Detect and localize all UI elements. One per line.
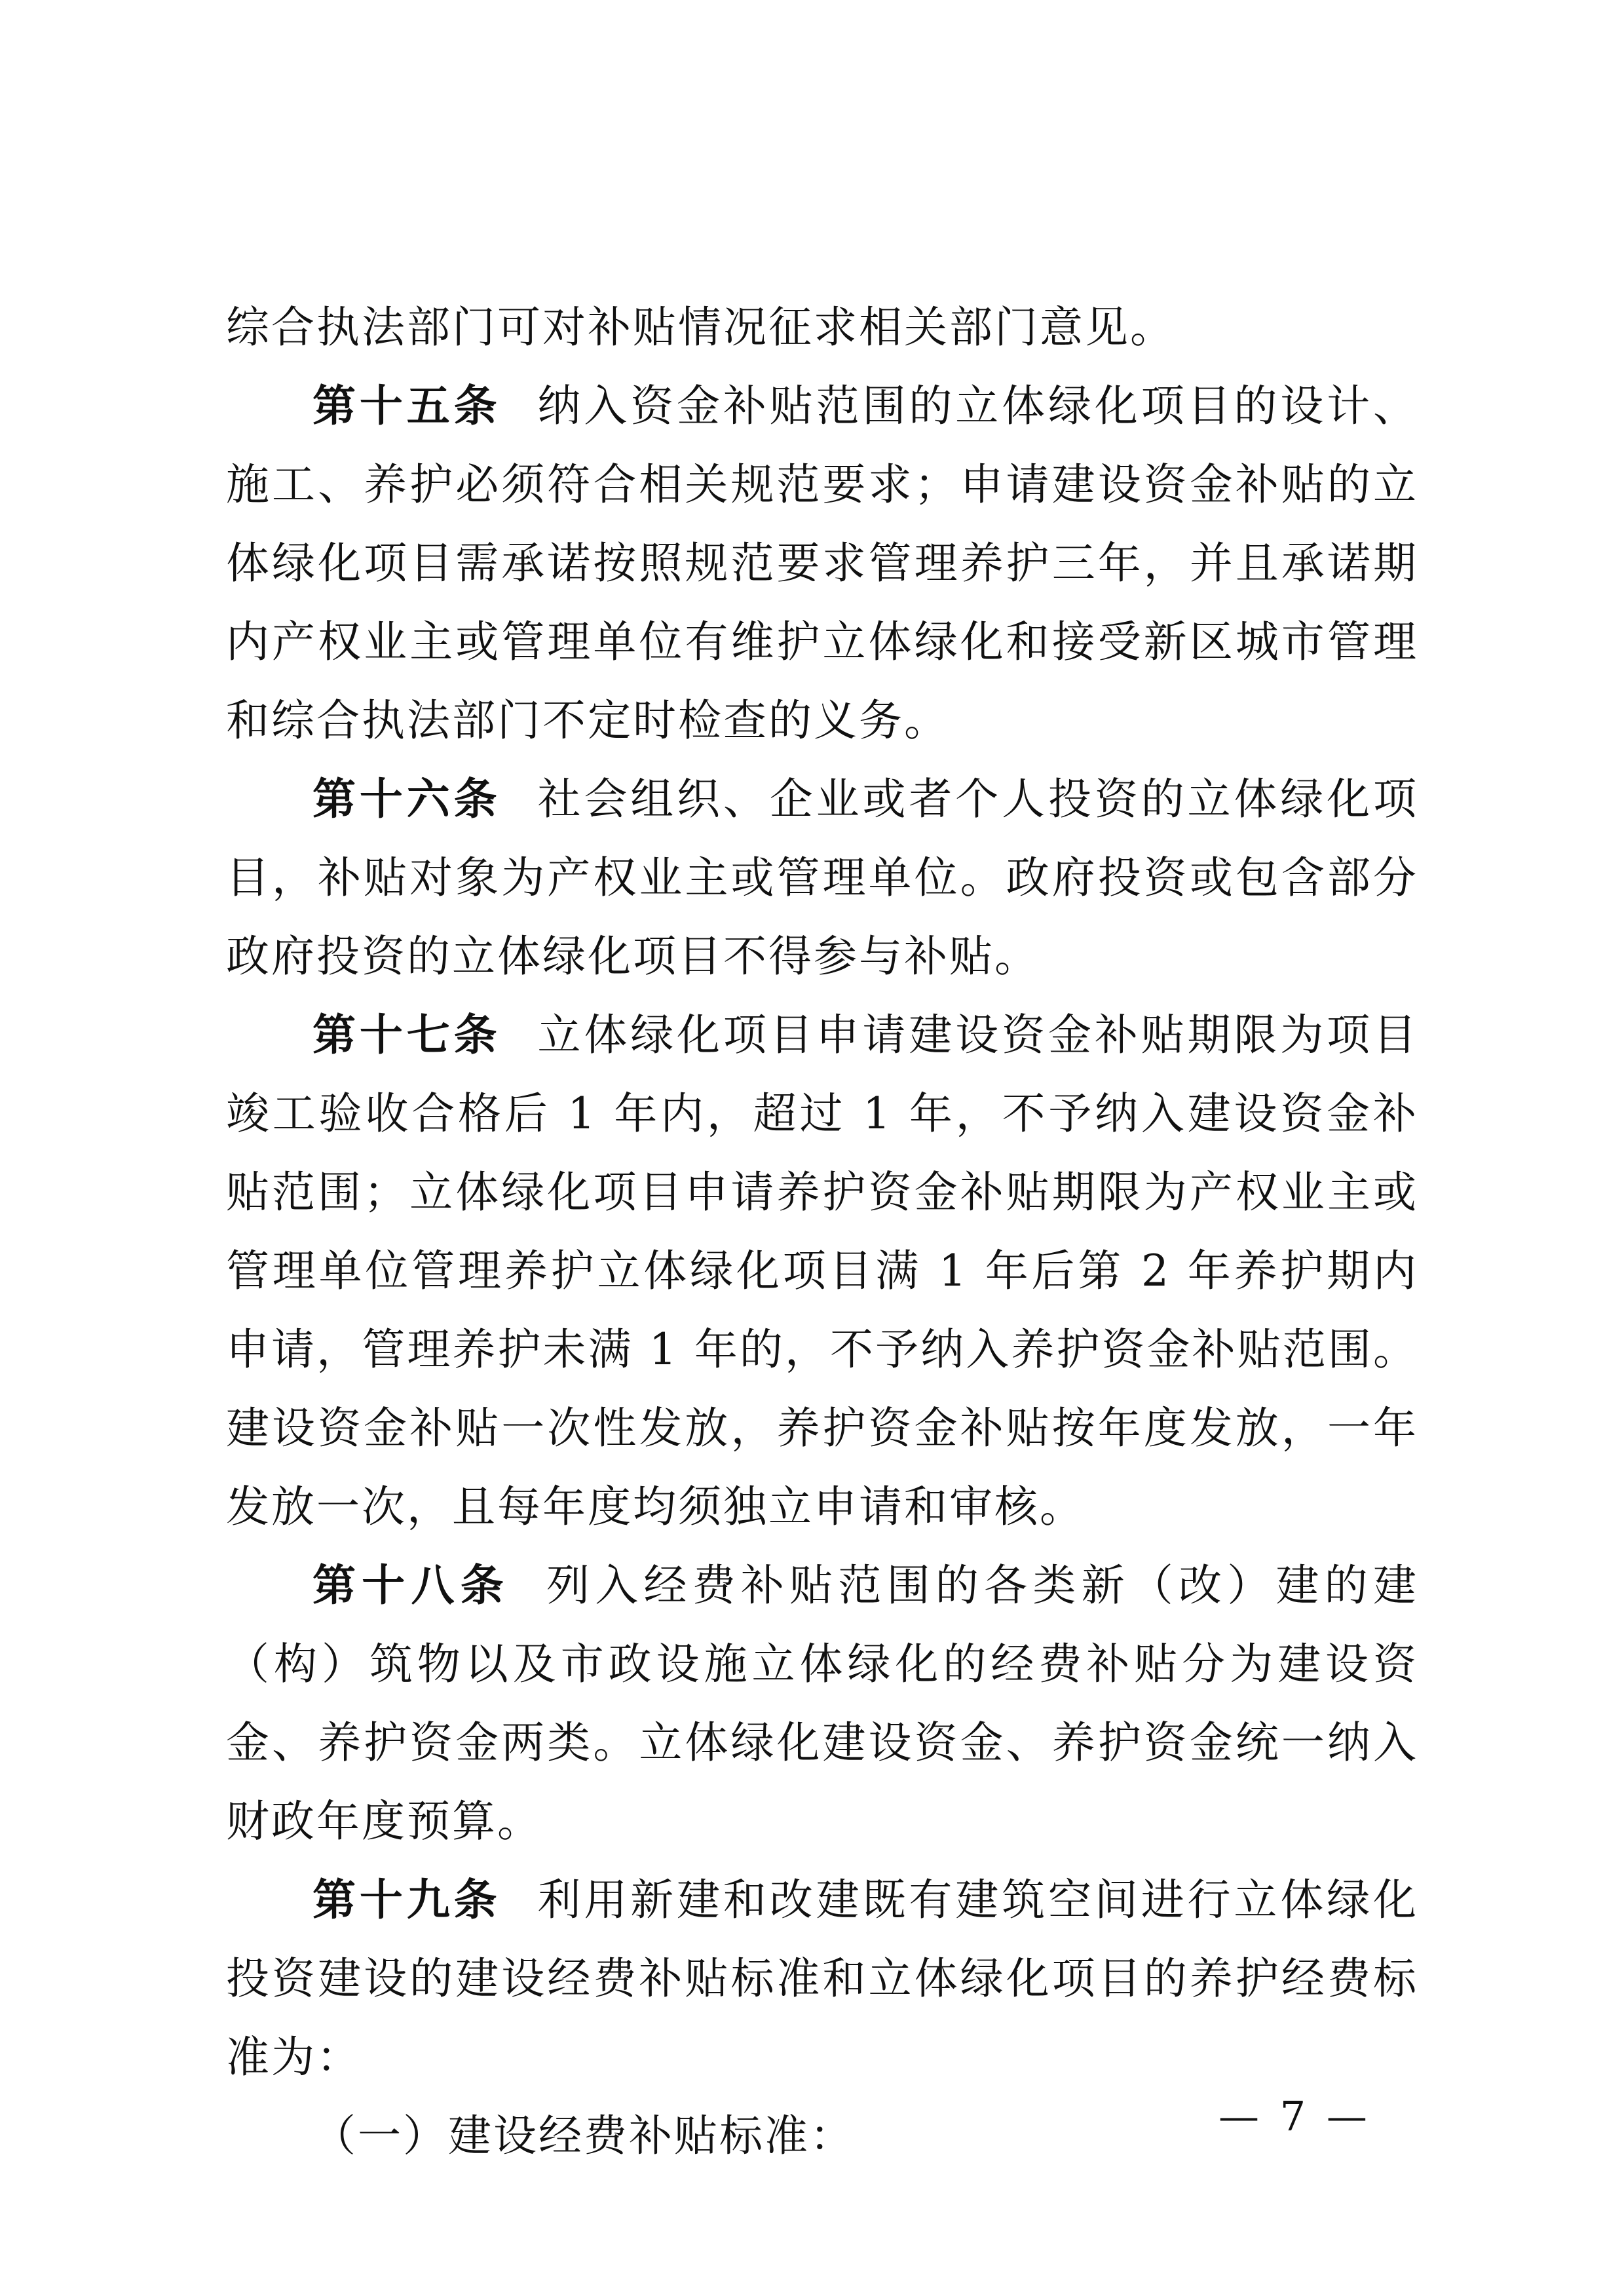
- article-heading: 第十五条: [312, 381, 501, 431]
- article-18: [226, 1546, 1418, 1861]
- article-text: 立体绿化项目申请建设资金补贴期限为项目竣工验收合格后 1 年内，超过 1 年，不予纳入建设资金补贴范围；立体绿化项目申请养护资金补贴期限为产权业主或管理单位管理养护立体绿化项目满 1 年后第 2 年养护期内申请，管理养护未满 1 年的，不予纳入养护资金补贴范围。建设资金补贴一次性发放，养护资金补贴按年度发放，一年发放一次，且每年度均须独立申请和审核。: [226, 1010, 1419, 1532]
- article-heading: 第十八条: [312, 1560, 510, 1611]
- article-15: [226, 367, 1418, 760]
- page-number: — 7 —: [1218, 2092, 1371, 2140]
- article-text: 列入经费补贴范围的各类新（改）建的建（构）筑物以及市政设施立体绿化的经费补贴分为建设资金、养护资金两类。立体绿化建设资金、养护资金统一纳入财政年度预算。: [226, 1560, 1419, 1846]
- article-heading: 第十七条: [312, 1010, 501, 1060]
- subheading-construction-subsidy: （一）建设经费补贴标准：: [312, 2111, 855, 2161]
- article-heading: 第十九条: [312, 1875, 501, 1925]
- article-text: 利用新建和改建既有建筑空间进行立体绿化投资建设的建设经费补贴标准和立体绿化项目的养护经费标准为：: [226, 1875, 1419, 2082]
- article-19: [226, 1861, 1418, 2097]
- document-body: [226, 288, 1418, 2175]
- article-text: 社会组织、企业或者个人投资的立体绿化项目，补贴对象为产权业主或管理单位。政府投资或包含部分政府投资的立体绿化项目不得参与补贴。: [226, 774, 1419, 982]
- continuation-paragraph: 综合执法部门可对补贴情况征求相关部门意见。: [226, 302, 1175, 353]
- article-heading: 第十六条: [312, 774, 501, 824]
- article-16: [226, 760, 1418, 996]
- article-17: [226, 996, 1418, 1546]
- article-text: 纳入资金补贴范围的立体绿化项目的设计、施工、养护必须符合相关规范要求；申请建设资金补贴的立体绿化项目需承诺按照规范要求管理养护三年，并且承诺期内产权业主或管理单位有维护立体绿化和接受新区城市管理和综合执法部门不定时检查的义务。: [226, 381, 1419, 746]
